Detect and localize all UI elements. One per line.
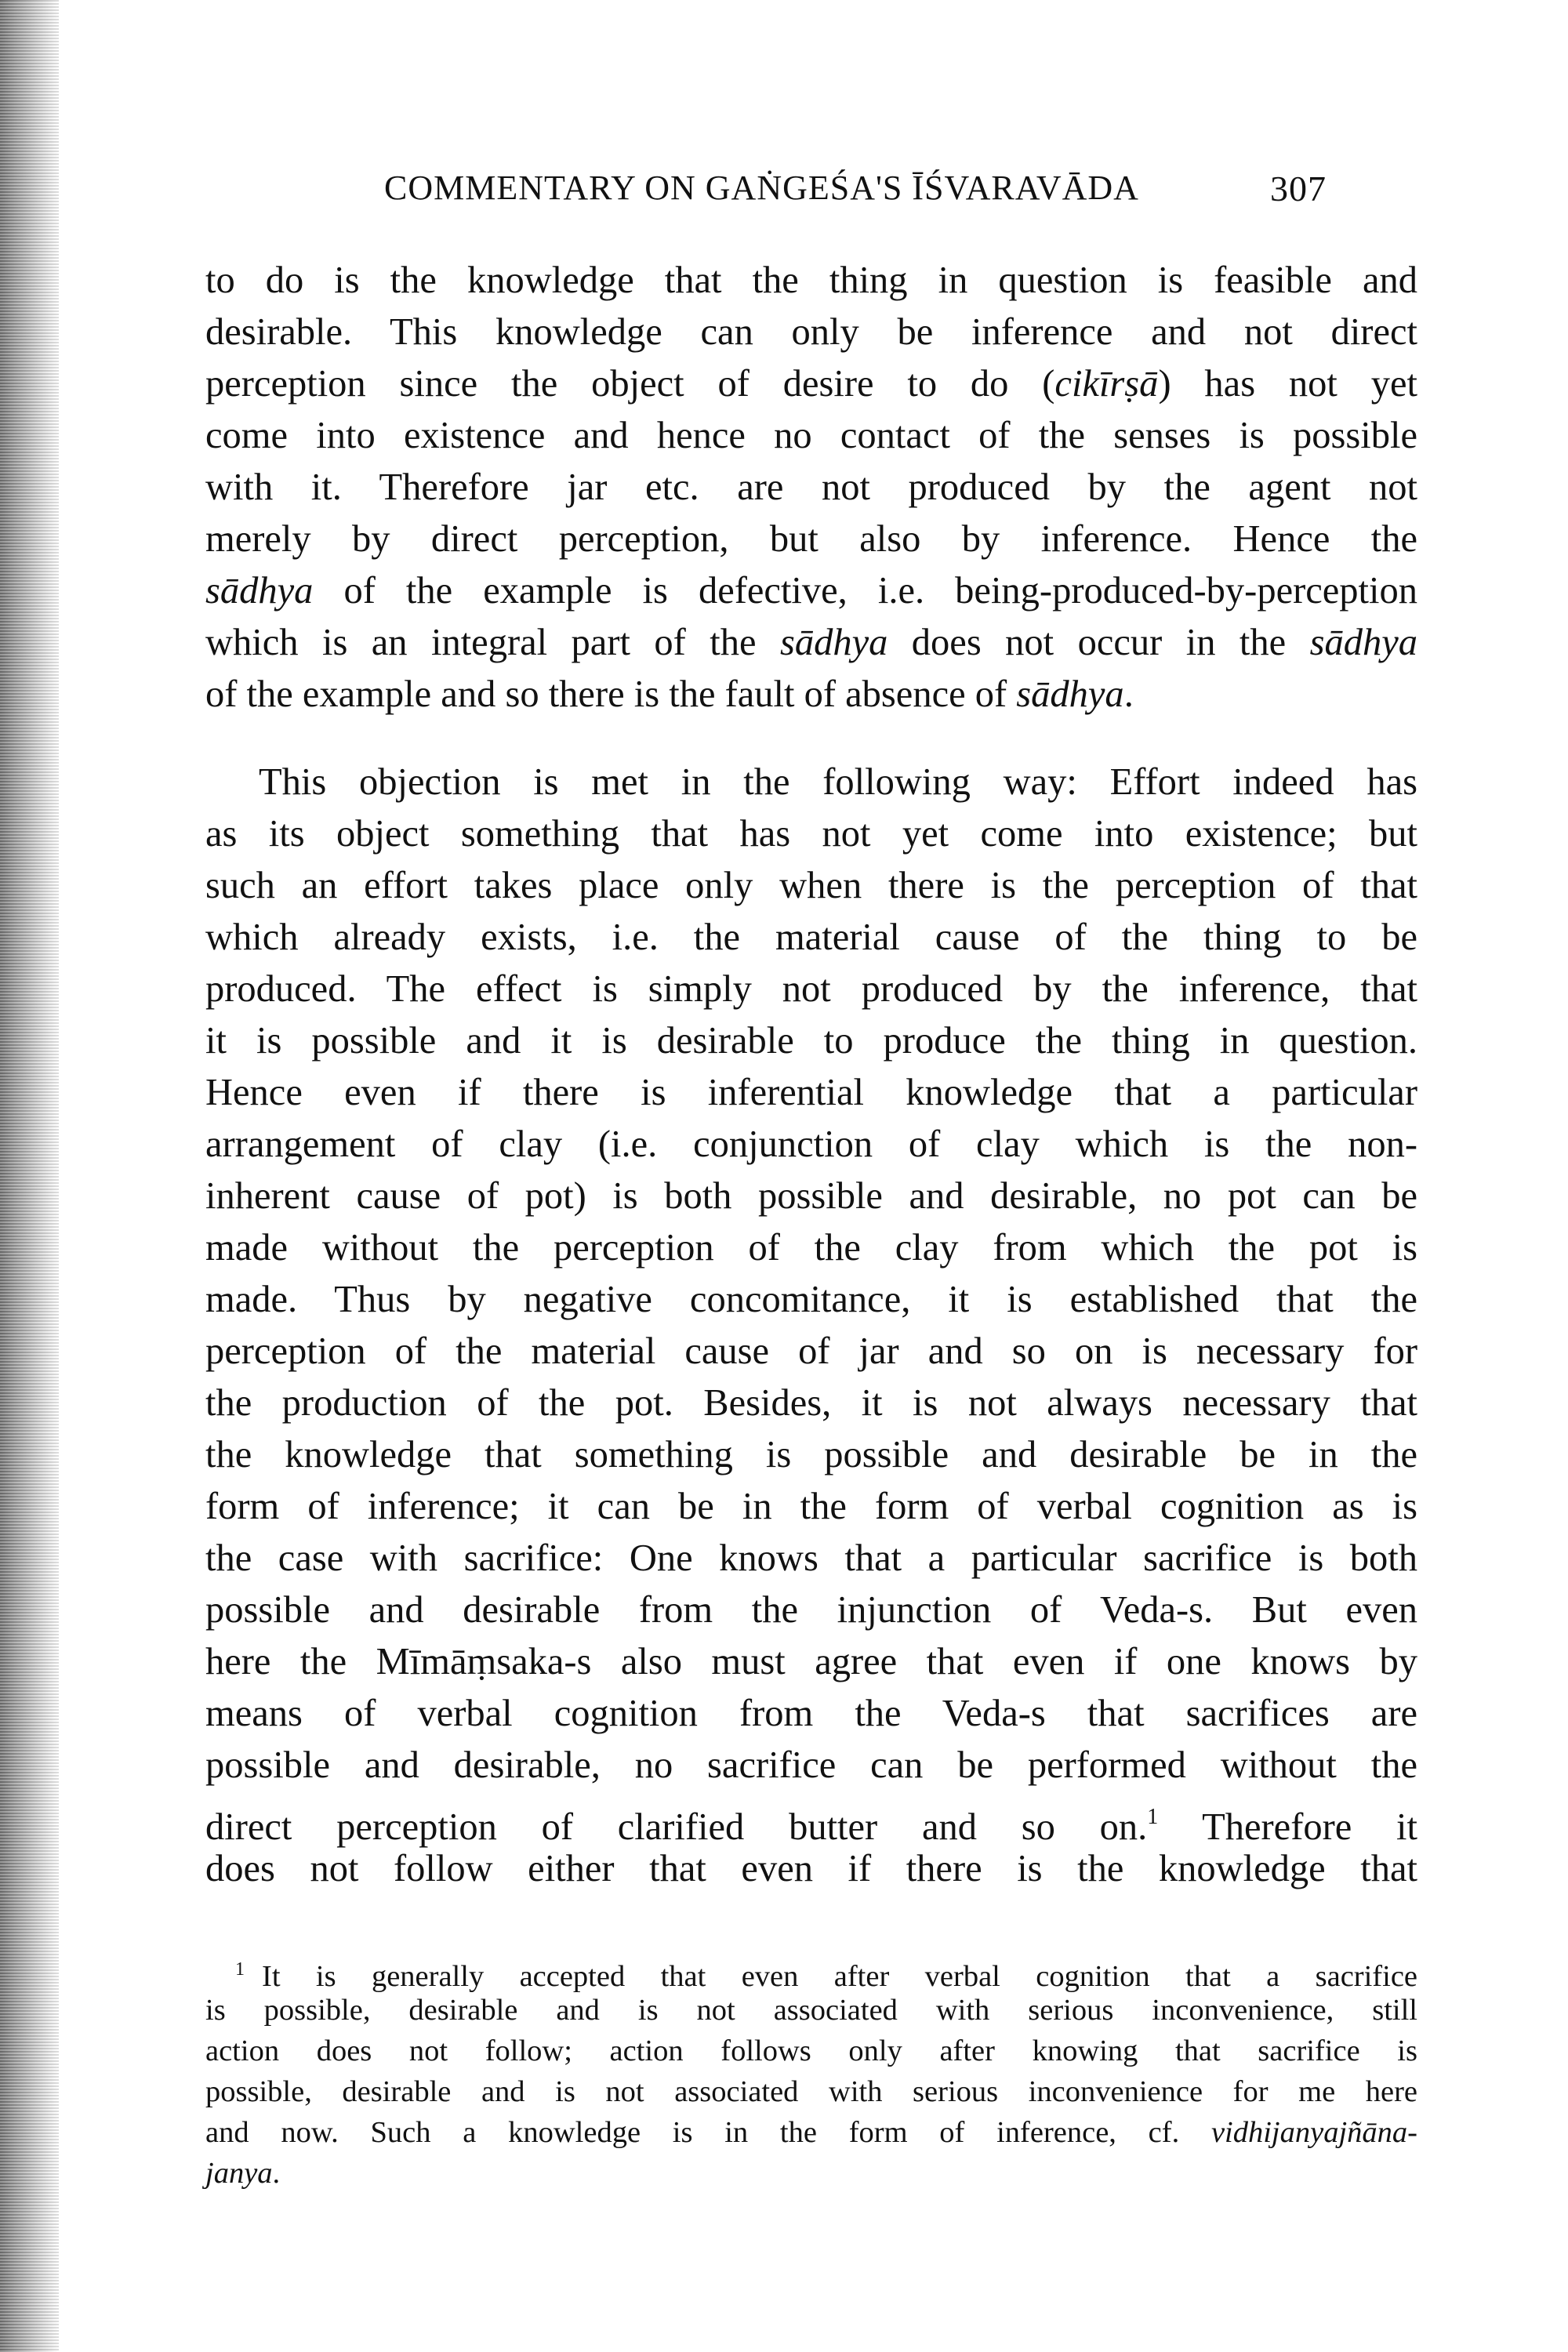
text-span: Therefore it	[1158, 1806, 1417, 1848]
sanskrit-term: sādhya	[205, 570, 314, 612]
sanskrit-term: janya	[205, 2157, 273, 2190]
text-span: direct perception of clarified butter and so on.	[205, 1806, 1148, 1848]
text-span: does not occur in the	[887, 622, 1310, 663]
text-line: possible and desirable from the injunction of Veda-s. But even	[205, 1589, 1417, 1631]
footnote-reference[interactable]: 1	[1147, 1805, 1159, 1829]
footnote-line	[205, 2114, 1417, 2151]
text-line: inherent cause of pot) is both possible and desirable, no pot can be	[205, 1175, 1417, 1217]
footnote-line	[235, 1951, 1417, 1995]
sanskrit-term: sādhya	[1309, 622, 1417, 663]
text-line: made without the perception of the clay from which the pot is	[205, 1227, 1417, 1269]
text-line: merely by direct perception, but also by inference. Hence the	[205, 518, 1417, 560]
text-line: here the Mīmāṃsaka-s also must agree that even if one knows by	[205, 1641, 1417, 1682]
sanskrit-term: sādhya	[1016, 673, 1124, 715]
text-line: means of verbal cognition from the Veda-s that sacrifices are	[205, 1693, 1417, 1734]
text-line: produced. The effect is simply not produced by the inference, that	[205, 968, 1417, 1010]
text-line: form of inference; it can be in the form of verbal cognition as is	[205, 1486, 1417, 1527]
text-span: of the example and so there is the fault of absence of	[205, 673, 1017, 715]
footnote-line: action does not follow; action follows only after knowing that sacrifice is	[205, 2034, 1417, 2067]
running-title: COMMENTARY ON GAṄGEŚA'S ĪŚVARAVĀDA	[384, 169, 1139, 207]
sanskrit-term: vidhijanyajñāna-	[1210, 2116, 1417, 2149]
text-line: does not follow either that even if there is the knowledge that	[205, 1848, 1417, 1889]
scan-binding-shadow	[0, 0, 59, 2352]
text-line: desirable. This knowledge can only be inference and not direct	[205, 311, 1417, 353]
text-line: as its object something that has not yet come into existence; but	[205, 813, 1417, 855]
text-line	[205, 619, 1417, 666]
text-line: to do is the knowledge that the thing in question is feasible and	[205, 260, 1417, 301]
text-span: which is an integral part of the	[205, 622, 780, 663]
text-span: .	[1123, 673, 1134, 715]
text-span: It is generally accepted that even after verbal cognition that a sacrifice	[262, 1960, 1417, 1993]
text-line: perception of the material cause of jar and so on is necessary for	[205, 1330, 1417, 1372]
text-line: the case with sacrifice: One knows that a particular sacrifice is both	[205, 1537, 1417, 1579]
page-number: 307	[1270, 169, 1327, 209]
footnote-line	[205, 2154, 1417, 2192]
sanskrit-term: cikīrṣā	[1054, 363, 1159, 405]
text-line	[205, 568, 1417, 615]
text-line: which already exists, i.e. the material cause of the thing to be	[205, 916, 1417, 958]
footnote-marker: 1	[235, 1959, 245, 1980]
text-line: arrangement of clay (i.e. conjunction of clay which is the non-	[205, 1123, 1417, 1165]
text-span: and now. Such a knowledge is in the form of inference, cf.	[205, 2116, 1211, 2149]
text-line: it is possible and it is desirable to produce the thing in question.	[205, 1020, 1417, 1062]
running-header	[384, 168, 1435, 215]
text-line: such an effort takes place only when there is the perception of that	[205, 865, 1417, 906]
text-span: perception since the object of desire to do (	[205, 363, 1055, 405]
text-line: made. Thus by negative concomitance, it is established that the	[205, 1279, 1417, 1320]
text-line	[205, 1794, 1417, 1851]
text-line: the knowledge that something is possible and desirable be in the	[205, 1434, 1417, 1475]
text-line: the production of the pot. Besides, it is not always necessary that	[205, 1382, 1417, 1424]
text-line	[205, 671, 1417, 718]
text-line: possible and desirable, no sacrifice can be performed without the	[205, 1744, 1417, 1786]
text-line: come into existence and hence no contact of the senses is possible	[205, 415, 1417, 456]
text-span: ) has not yet	[1158, 363, 1417, 405]
text-span: .	[272, 2157, 281, 2190]
text-line	[205, 361, 1417, 408]
text-line: Hence even if there is inferential knowledge that a particular	[205, 1072, 1417, 1113]
text-span: of the example is defective, i.e. being-produced-by-perception	[313, 570, 1417, 612]
footnote-line: possible, desirable and is not associated with serious inconvenience for me here	[205, 2075, 1417, 2108]
footnote-line: is possible, desirable and is not associated with serious inconvenience, still	[205, 1994, 1417, 2027]
sanskrit-term: sādhya	[779, 622, 888, 663]
text-line: with it. Therefore jar etc. are not produced by the agent not	[205, 466, 1417, 508]
text-line: This objection is met in the following way: Effort indeed has	[259, 761, 1417, 803]
